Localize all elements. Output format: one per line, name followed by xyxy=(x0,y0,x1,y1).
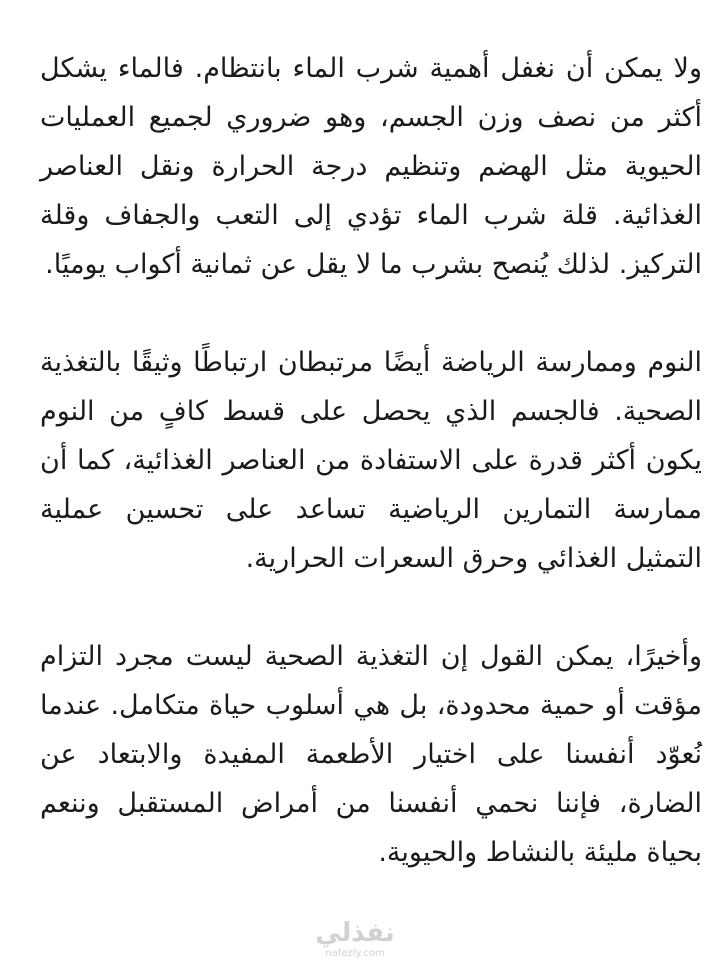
paragraph-conclusion: وأخيرًا، يمكن القول إن التغذية الصحية ليست مجرد التزام مؤقت أو حمية محدودة، بل هي أسلوب حياة متكامل. عندما نُعوّد أنفسنا على اختيار الأطعمة المفيدة والابتعاد عن الضارة، فإننا نحمي أنفسنا من أمراض المستقبل وننعم بحياة مليئة بالنشاط والحيوية. xyxy=(40,641,702,868)
nafezly-watermark xyxy=(315,918,395,960)
paragraph-water: ولا يمكن أن نغفل أهمية شرب الماء بانتظام. فالماء يشكل أكثر من نصف وزن الجسم، وهو ضروري لجميع العمليات الحيوية مثل الهضم وتنظيم درجة الحرارة ونقل العناصر الغذائية. قلة شرب الماء تؤدي إلى التعب والجفاف وقلة التركيز. لذلك يُنصح بشرب ما لا يقل عن ثمانية أكواب يوميًا. xyxy=(40,53,702,280)
article-body xyxy=(40,44,702,926)
watermark-logo: نفذلي xyxy=(315,918,395,948)
paragraph-sleep-exercise: النوم وممارسة الرياضة أيضًا مرتبطان ارتباطًا وثيقًا بالتغذية الصحية. فالجسم الذي يحصل على قسط كافٍ من النوم يكون أكثر قدرة على الاستفادة من العناصر الغذائية، كما أن ممارسة التمارين الرياضية تساعد على تحسين عملية التمثيل الغذائي وحرق السعرات الحرارية. xyxy=(40,347,702,574)
watermark-url: nafezly.com xyxy=(325,948,385,959)
